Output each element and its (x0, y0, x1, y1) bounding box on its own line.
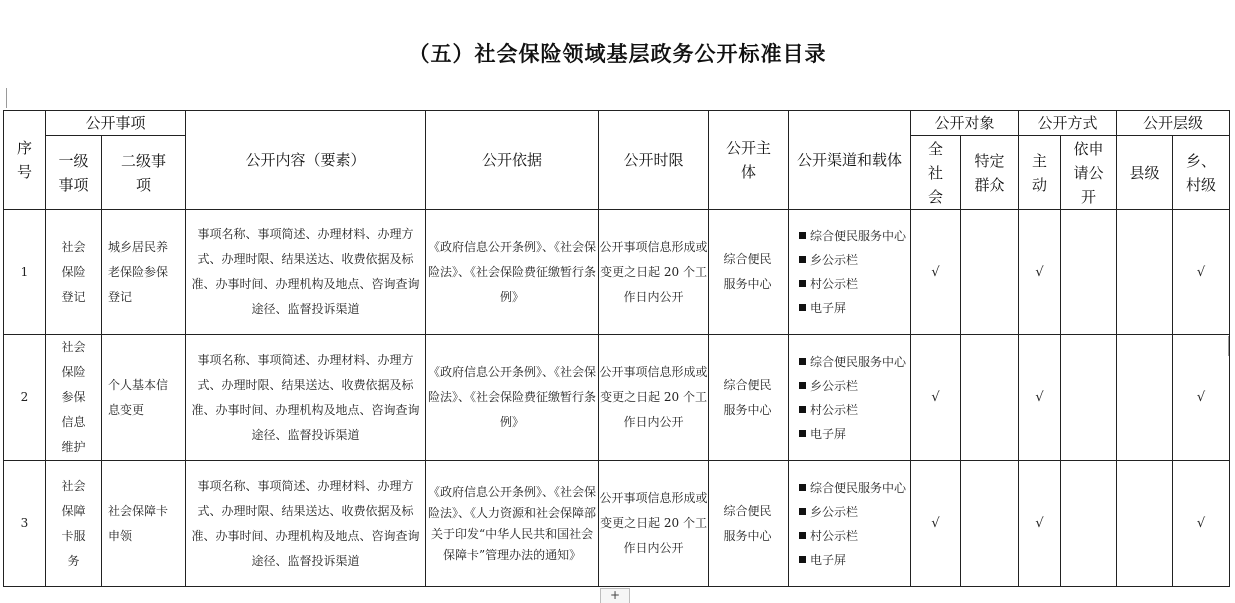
row-level1: 社会保障卡服务 (46, 461, 102, 587)
square-bullet-icon (799, 556, 806, 563)
row-channels (789, 335, 911, 461)
row-basis: 《政府信息公开条例》、《社会保险法》、《社会保险费征缴暂行条例》 (426, 335, 599, 461)
row-time-limit: 公开事项信息形成或变更之日起 20 个工作日内公开 (599, 461, 709, 587)
row-level-county (1117, 335, 1173, 461)
header-method-group: 公开方式 (1019, 111, 1117, 136)
row-time-limit: 公开事项信息形成或变更之日起 20 个工作日内公开 (599, 335, 709, 461)
row-level-county (1117, 461, 1173, 587)
row-index: 2 (4, 335, 46, 461)
row-method-active: √ (1019, 335, 1061, 461)
header-level2: 二级事项 (102, 136, 186, 210)
square-bullet-icon (799, 430, 806, 437)
row-level-township: √ (1173, 335, 1230, 461)
header-target-specific: 特定群众 (961, 136, 1019, 210)
list-item: 村公示栏 (799, 398, 906, 422)
table-row (4, 335, 1230, 461)
row-level2: 社会保障卡申领 (102, 461, 186, 587)
list-item: 电子屏 (799, 296, 906, 320)
header-target-group: 公开对象 (911, 111, 1019, 136)
list-item: 乡公示栏 (799, 248, 906, 272)
row-content: 事项名称、事项简述、办理材料、办理方式、办理时限、结果送达、收费依据及标准、办事时间、办理机构及地点、咨询查询途径、监督投诉渠道 (186, 210, 426, 335)
header-time-limit: 公开时限 (599, 111, 709, 210)
row-target-all: √ (911, 335, 961, 461)
list-item: 电子屏 (799, 422, 906, 446)
square-bullet-icon (799, 484, 806, 491)
header-row-1 (4, 111, 1230, 136)
row-target-all: √ (911, 461, 961, 587)
row-content: 事项名称、事项简述、办理材料、办理方式、办理时限、结果送达、收费依据及标准、办事时间、办理机构及地点、咨询查询途径、监督投诉渠道 (186, 461, 426, 587)
row-level1: 社会保险登记 (46, 210, 102, 335)
table-row (4, 461, 1230, 587)
header-level-township: 乡、村级 (1173, 136, 1230, 210)
row-channels (789, 461, 911, 587)
row-level1: 社会保险参保信息维护 (46, 335, 102, 461)
row-subject: 综合便民服务中心 (709, 210, 789, 335)
row-method-request (1061, 461, 1117, 587)
row-target-specific (961, 461, 1019, 587)
row-level2: 城乡居民养老保险参保登记 (102, 210, 186, 335)
catalog-table (3, 110, 1230, 587)
left-margin-marker (0, 88, 7, 108)
list-item: 综合便民服务中心 (799, 476, 906, 500)
header-index: 序号 (4, 111, 46, 210)
header-items-group: 公开事项 (46, 111, 186, 136)
header-basis: 公开依据 (426, 111, 599, 210)
row-level-county (1117, 210, 1173, 335)
row-time-limit: 公开事项信息形成或变更之日起 20 个工作日内公开 (599, 210, 709, 335)
table-row (4, 210, 1230, 335)
row-subject: 综合便民服务中心 (709, 461, 789, 587)
square-bullet-icon (799, 256, 806, 263)
header-content: 公开内容（要素） (186, 111, 426, 210)
header-channel: 公开渠道和载体 (789, 111, 911, 210)
square-bullet-icon (799, 304, 806, 311)
list-item: 电子屏 (799, 548, 906, 572)
header-method-request: 依申请公开 (1061, 136, 1117, 210)
list-item: 村公示栏 (799, 272, 906, 296)
list-item: 乡公示栏 (799, 500, 906, 524)
square-bullet-icon (799, 232, 806, 239)
row-method-active: √ (1019, 461, 1061, 587)
row-subject: 综合便民服务中心 (709, 335, 789, 461)
row-index: 3 (4, 461, 46, 587)
row-channels (789, 210, 911, 335)
row-target-all: √ (911, 210, 961, 335)
square-bullet-icon (799, 406, 806, 413)
row-level-township: √ (1173, 210, 1230, 335)
list-item: 综合便民服务中心 (799, 350, 906, 374)
row-level2: 个人基本信息变更 (102, 335, 186, 461)
header-method-active: 主动 (1019, 136, 1061, 210)
header-subject: 公开主体 (709, 111, 789, 210)
row-basis: 《政府信息公开条例》、《社会保险法》、《人力资源和社会保障部关于印发“中华人民共和国社会保障卡”管理办法的通知》 (426, 461, 599, 587)
list-item: 乡公示栏 (799, 374, 906, 398)
row-target-specific (961, 210, 1019, 335)
square-bullet-icon (799, 382, 806, 389)
square-bullet-icon (799, 532, 806, 539)
page-title: （五）社会保险领域基层政务公开标准目录 (408, 42, 827, 66)
row-content: 事项名称、事项简述、办理材料、办理方式、办理时限、结果送达、收费依据及标准、办事时间、办理机构及地点、咨询查询途径、监督投诉渠道 (186, 335, 426, 461)
row-method-request (1061, 210, 1117, 335)
list-item: 综合便民服务中心 (799, 224, 906, 248)
add-row-button[interactable]: + (600, 588, 630, 603)
row-method-active: √ (1019, 210, 1061, 335)
row-index: 1 (4, 210, 46, 335)
row-level-township: √ (1173, 461, 1230, 587)
square-bullet-icon (799, 508, 806, 515)
header-level-county: 县级 (1117, 136, 1173, 210)
header-level1: 一级事项 (46, 136, 102, 210)
header-level-group: 公开层级 (1117, 111, 1230, 136)
row-target-specific (961, 335, 1019, 461)
header-target-all: 全社会 (911, 136, 961, 210)
list-item: 村公示栏 (799, 524, 906, 548)
row-method-request (1061, 335, 1117, 461)
square-bullet-icon (799, 280, 806, 287)
square-bullet-icon (799, 358, 806, 365)
row-basis: 《政府信息公开条例》、《社会保险法》、《社会保险费征缴暂行条例》 (426, 210, 599, 335)
